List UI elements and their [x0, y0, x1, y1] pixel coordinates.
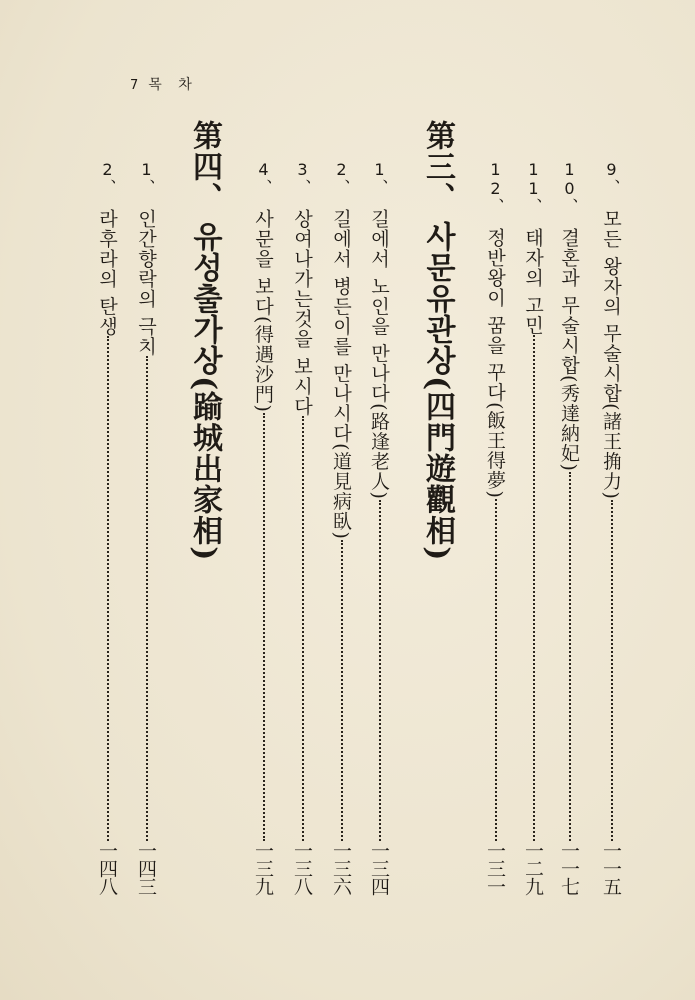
- dot-leader: [569, 472, 571, 841]
- entry-number: 1、: [137, 160, 156, 195]
- entry-page: 一三四: [368, 841, 390, 895]
- page-number: 7: [130, 78, 139, 93]
- section-heading: [182, 120, 226, 561]
- header-title: 목 차: [148, 77, 198, 93]
- entry-title: 인간향락의 극치: [135, 209, 157, 357]
- toc-entry: [133, 160, 160, 895]
- entry-page: 一一五: [600, 841, 622, 895]
- dot-leader: [379, 500, 381, 841]
- section-title: 사문유관상(四門遊觀相): [420, 221, 455, 562]
- entry-title: 라후라의 탄생: [96, 209, 118, 337]
- entry-title: 상여나가는것을 보시다: [291, 209, 313, 417]
- entry-page: 一二九: [522, 841, 544, 895]
- entry-number: 12、: [486, 160, 505, 214]
- entry-page: 一三一: [484, 841, 506, 895]
- entry-title: 모든 왕자의 무술시합(諸王捔力): [600, 209, 622, 500]
- entry-page: 一三九: [252, 841, 274, 895]
- entry-page: 一三六: [330, 841, 352, 895]
- entry-title: 길에서 병든이를 만나시다(道見病臥): [330, 209, 352, 540]
- entry-title: 태자의 고민: [522, 228, 544, 336]
- section-heading: [415, 120, 459, 561]
- entry-number: 3、: [293, 160, 312, 195]
- dot-leader: [341, 540, 343, 841]
- entry-page: 一四三: [135, 841, 157, 895]
- entry-title: 결혼과 무술시합(秀達納妃): [558, 228, 580, 472]
- entry-number: 1、: [370, 160, 389, 195]
- toc-entry: [366, 160, 393, 895]
- entry-page: 一三八: [291, 841, 313, 895]
- page-header: [130, 74, 198, 94]
- dot-leader: [107, 336, 109, 841]
- toc-entry: [482, 160, 509, 895]
- entry-page: 一四八: [96, 841, 118, 895]
- dot-leader: [611, 500, 613, 841]
- dot-leader: [495, 499, 497, 841]
- entry-title: 길에서 노인을 만나다(路逢老人): [368, 209, 390, 500]
- toc-entry: [598, 160, 625, 895]
- entry-number: 2、: [98, 160, 117, 195]
- entry-title: 사문을 보다(得遇沙門): [252, 209, 274, 413]
- entry-number: 10、: [560, 160, 579, 214]
- dot-leader: [533, 335, 535, 841]
- toc-entry: [556, 160, 583, 895]
- dot-leader: [302, 416, 304, 841]
- entry-title: 정반왕이 꿈을 꾸다(飯王得夢): [484, 228, 506, 499]
- entry-number: 2、: [332, 160, 351, 195]
- toc-entry: [289, 160, 316, 895]
- section-number: 第三、: [420, 120, 455, 213]
- entry-number: 9、: [602, 160, 621, 195]
- toc-entry: [328, 160, 355, 895]
- dot-leader: [263, 413, 265, 841]
- toc-entry: [250, 160, 277, 895]
- section-number: 第四、: [187, 120, 222, 213]
- entry-page: 一一七: [558, 841, 580, 895]
- entry-number: 4、: [254, 160, 273, 195]
- dot-leader: [146, 356, 148, 841]
- section-title: 유성출가상(踰城出家相): [187, 221, 222, 562]
- toc-entry: [94, 160, 121, 895]
- toc-entry: [520, 160, 547, 895]
- entry-number: 11、: [524, 160, 543, 214]
